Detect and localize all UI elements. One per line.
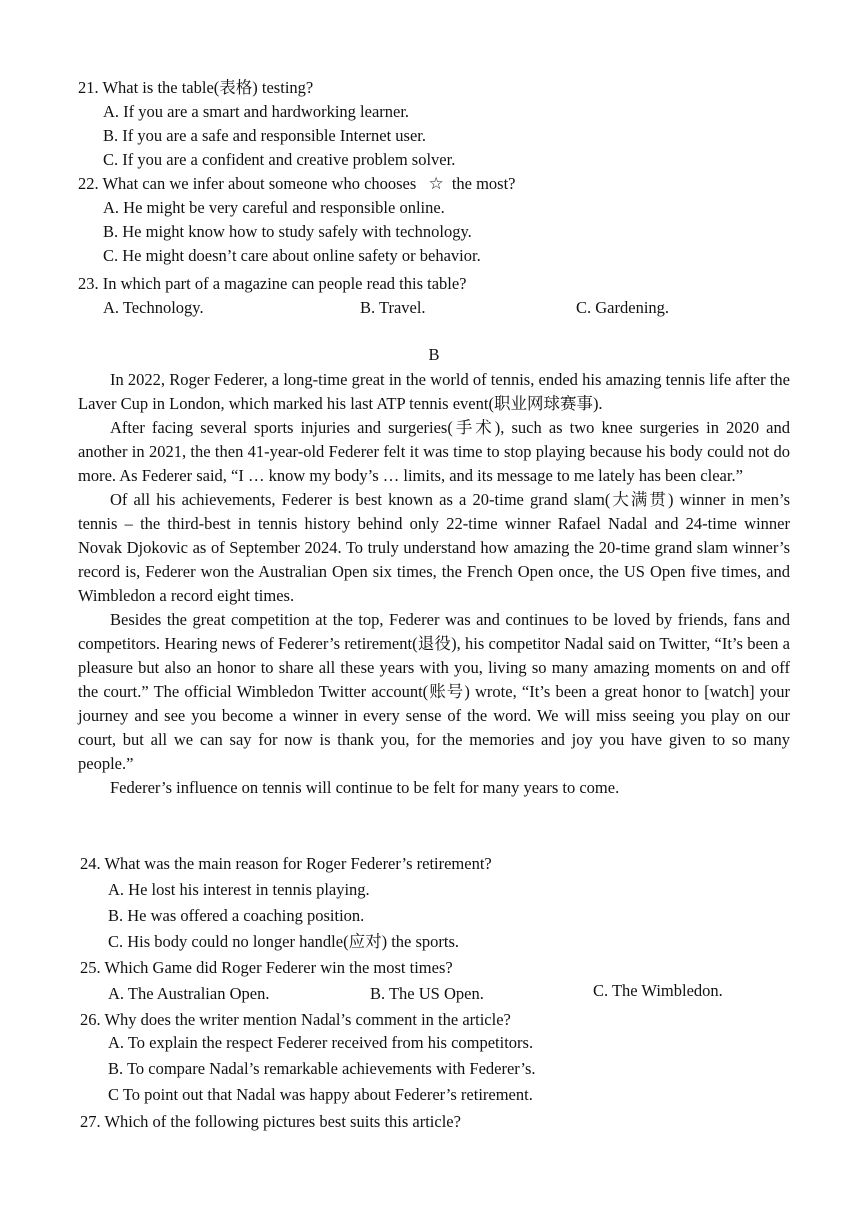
question-27: 27. Which of the following pictures best suits this article? [80,1112,461,1131]
article-paragraph: In 2022, Roger Federer, a long-time great in the world of tennis, ended his amazing tennis life after the Laver Cup in London, which marked his last ATP tennis event(职业网球赛事). [78,370,790,413]
q24-option-b: B. He was offered a coaching position. [108,906,365,925]
q22-question-before: 22. What can we infer about someone who chooses [78,174,417,193]
q21-option-c: C. If you are a confident and creative problem solver. [103,150,456,169]
question-21: 21. What is the table(表格) testing? [78,78,314,97]
q26-option-b: B. To compare Nadal’s remarkable achievements with Federer’s. [108,1059,536,1078]
q26-option-c: C To point out that Nadal was happy about Federer’s retirement. [108,1085,533,1104]
q22-option-b: B. He might know how to study safely with technology. [103,222,472,241]
q23-option-c: C. Gardening. [576,298,670,317]
q21-option-a: A. If you are a smart and hardworking learner. [103,102,410,121]
q24-option-a: A. He lost his interest in tennis playing. [108,880,370,899]
question-23: 23. In which part of a magazine can people read this table? [78,274,467,293]
question-25: 25. Which Game did Roger Federer win the most times? [80,958,453,977]
q22-question-after: the most? [451,174,516,193]
q23-option-a: A. Technology. [103,298,204,317]
q25-option-a: A. The Australian Open. [108,984,270,1003]
q21-option-b: B. If you are a safe and responsible Internet user. [103,126,427,145]
q24-option-c: C. His body could no longer handle(应对) the sports. [108,932,460,951]
question-22 [78,172,516,196]
article-paragraph: Besides the great competition at the top, Federer was and continues to be loved by friends, fans and competitors. Hearing news of Federer’s retirement(退役), his competitor Nadal said on Twitter, “It’s been a pleasure but also an honor to share all these years with you, living so many amazing moments on and off the court.” The official Wimbledon Twitter account(账号) wrote, “It’s been a great honor to [watch] your journey and see you become a winner in every sense of the word. We will miss seeing you play on our court, but all we can say for now is thank you, for the memories and joy you have given to so many people.” [78,610,790,773]
q25-option-c: C. The Wimbledon. [593,981,723,1000]
q26-option-a: A. To explain the respect Federer received from his competitors. [108,1033,534,1052]
article-body [78,368,790,800]
q22-option-c: C. He might doesn’t care about online safety or behavior. [103,246,481,265]
question-24: 24. What was the main reason for Roger Federer’s retirement? [80,854,492,873]
article-paragraph: Of all his achievements, Federer is best known as a 20-time grand slam(大满贯) winner in men’s tennis – the third-best in tennis history behind only 22-time winner Rafael Nadal and 24-time winner Novak Djokovic as of September 2024. To truly understand how amazing the 20-time grand slam winner’s record is, Federer won the Australian Open six times, the French Open once, the US Open five times, and Wimbledon a record eight times. [78,490,790,605]
question-26: 26. Why does the writer mention Nadal’s comment in the article? [80,1010,511,1029]
q23-option-b: B. Travel. [360,298,426,317]
q22-option-a: A. He might be very careful and responsible online. [103,198,445,217]
q25-option-b: B. The US Open. [370,984,484,1003]
article-paragraph: After facing several sports injuries and surgeries(手术), such as two knee surgeries in 2020 and another in 2021, the then 41-year-old Federer felt it was time to stop playing because his body could not do more. As Federer said, “I … know my body’s … limits, and its message to me lately has been clear.” [78,418,790,485]
star-icon: ☆ [428,174,444,193]
section-b-title: B [428,345,440,364]
article-paragraph: Federer’s influence on tennis will continue to be felt for many years to come. [110,778,620,797]
